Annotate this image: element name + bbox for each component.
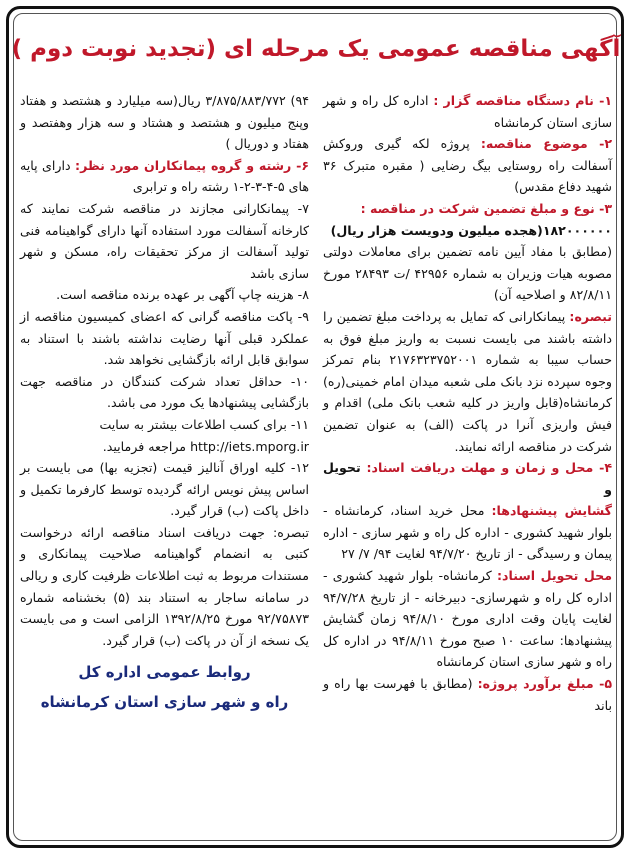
section-estimate (323, 673, 612, 716)
note-text: پیمانکارانی که تمایل به پرداخت مبلغ تضمین را داشته باشند می بایست نسبت به واریز مبلغ فوق به حساب سیبا به شماره ۲۱۷۶۳۲۳۷۵۲۰۰۱ بنام تمرکز وجوه سپرده نزد بانک ملی شعبه میدان امام خمینی(ره) کرمانشاه(قابل واریز در کلیه شعب بانک ملی) اقدام و فیش واریزی آنرا در پاکت (الف) به عنوان تضمین شرکت در مناقصه ارائه نمایند. (323, 308, 612, 454)
contractors-label: ۶- رشته و گروه پیمانکاران مورد نظر: (75, 157, 310, 173)
guarantee-amount: ۱۸۲۰۰۰۰۰۰(هجده میلیون ودویست هزار ریال) (330, 222, 612, 238)
section-7: ۷- پیمانکارانی مجازند در مناقصه شرکت نمایند که کارخانه آسفالت مورد استفاده آنها دارای گواهینامه فنی تولید آسفالت از مرکز تحقیقات راه، مسکن و شهر سازی باشد (20, 200, 309, 281)
documents-label: ۴- محل و زمان و مهلت دریافت اسناد: (366, 460, 612, 476)
signature-line-1: روابط عمومی اداره کل (78, 663, 251, 682)
notice-title: آگهی مناقصه عمومی یک مرحله ای (تجدید نوبت دوم ) (11, 36, 621, 62)
documents-after: تحویل و (323, 460, 612, 497)
section-organizer (323, 90, 612, 133)
section-guarantee (323, 198, 612, 220)
notice-columns (20, 90, 612, 826)
section-documents (323, 457, 612, 500)
section-opening (323, 500, 612, 565)
delivery-text: کرمانشاه- بلوار شهید کشوری - اداره کل راه و شهرسازی- دبیرخانه - از تاریخ ۹۴/۷/۲۸ لغایت پایان وقت اداری مورخ ۹۴/۸/۱۰ زمان گشایش پیشنهادها: ساعت ۱۰ صبح مورخ ۹۴/۸/۱۱ در اداره کل راه و شهر سازی استان کرمانشاه (323, 568, 612, 670)
section-note (323, 306, 612, 457)
subject-text: پروژه لکه گیری وروکش آسفالت راه روستایی بیگ رضایی ( مقبره متبرک ۳۶ شهید دفاع مقدس) (323, 136, 612, 195)
section-10: ۱۰- حداقل تعداد شرکت کنندگان در مناقصه جهت بازگشایی پیشنهادها یک مورد می باشد. (20, 373, 309, 411)
section-delivery (323, 565, 612, 673)
opening-label: گشایش پیشنهادها: (491, 503, 612, 519)
section-subject (323, 133, 612, 198)
delivery-label: محل تحویل اسناد: (496, 568, 612, 584)
estimate-text: (مطابق با فهرست بها راه و باند (323, 676, 612, 713)
section-8: ۸- هزینه چاپ آگهی بر عهده برنده مناقصه است. (56, 287, 309, 303)
section-12: ۱۲- کلیه اوراق آنالیز قیمت (تجزیه بها) می بایست بر اساس پیش نویس ارائه گردیده توسط کارفرما تکمیل و داخل پاکت (ب) قرار گیرد. (20, 460, 309, 519)
website-link[interactable]: http://iets.mporg.ir (190, 438, 309, 454)
contractors-text: دارای پایه های ۵-۴-۳-۲-۱ رشته راه و ترابری (20, 157, 309, 195)
section-contractors (20, 155, 309, 198)
section-note-2: تبصره: جهت دریافت اسناد مناقصه ارائه درخواست کتبی به انضمام گواهینامه صلاحیت پیمانکاری و مستندات مربوط به ثبت اطلاعات ظرفیت کاری و ریالی در سامانه ساجار به استناد بند (۵) بخشنامه شماره ۹۲/۷۵۸۷۳ مورخ ۱۳۹۲/۸/۲۵ الزامی است و می بایست یک نسخه از آن در پاکت (ب) قرار گیرد. (20, 524, 309, 648)
section-11-text: ۱۱- برای کسب اطلاعات بیشتر به سایت (99, 416, 309, 432)
organizer-text: اداره کل راه و شهر سازی استان کرمانشاه (323, 93, 612, 130)
signature-line-2: راه و شهر سازی استان کرمانشاه (40, 693, 289, 712)
signature-block (20, 657, 309, 717)
estimate-label: ۵- مبلغ برآورد پروژه: (477, 676, 612, 692)
section-9: ۹- پاکت مناقصه گرانی که اعضای کمیسیون مناقصه از عملکرد قبلی آنها رضایت نداشته باشند با استناد به سوابق قابل ارائه بازگشایی نخواهد شد. (20, 308, 309, 368)
section-11 (20, 414, 309, 457)
note-label: تبصره: (569, 308, 612, 324)
section-11-end: مراجعه فرمایید. (102, 438, 191, 454)
opening-text: محل خرید اسناد، کرمانشاه - بلوار شهید کشوری - اداره کل راه و شهر سازی - اداره پیمان و رسیدگی - از تاریخ ۹۴/۷/۲۰ لغایت ۹۴/ ۷/ ۲۷ (323, 503, 612, 562)
estimate-continued: ۹۴) ۳/۸۷۵/۸۸۳/۷۷۲ ریال(سه میلیارد و هشتصد و هفتاد وپنج میلیون و هشتصد و هشتاد و سه هزار وهفتصد و هفتاد و دوریال ) (20, 93, 309, 152)
organizer-label: ۱- نام دستگاه مناقصه گزار : (433, 93, 612, 108)
right-column (323, 90, 612, 826)
guarantee-text: (مطابق با مفاد آیین نامه تضمین برای معاملات دولتی مصوبه هیات وزیران به شماره ۴۲۹۵۶ /ت ۲۸۴۹۳ مورخ ۸۲/۸/۱۱ و اصلاحیه آن) (323, 244, 612, 303)
subject-label: ۲- موضوع مناقصه: (480, 136, 612, 152)
left-column (20, 90, 309, 826)
guarantee-label: ۳- نوع و مبلغ تضمین شرکت در مناقصه : (360, 200, 612, 216)
